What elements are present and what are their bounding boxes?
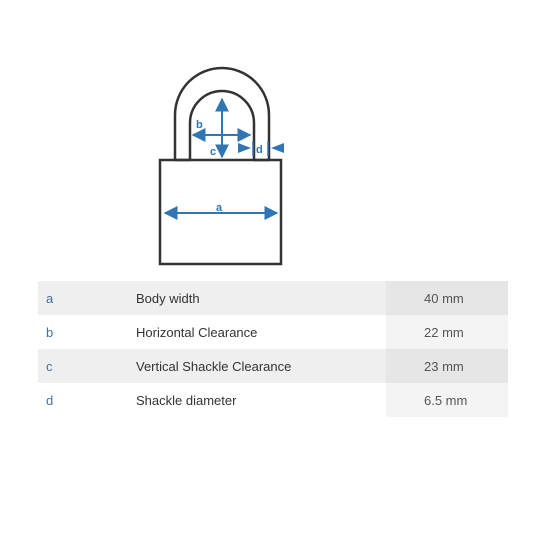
dimension-description: Vertical Shackle Clearance bbox=[136, 349, 386, 383]
dimension-key: d bbox=[38, 383, 136, 417]
dimension-c-label: c bbox=[210, 146, 217, 158]
dimension-description: Body width bbox=[136, 281, 386, 315]
dimension-d-arrow-left bbox=[238, 143, 251, 153]
dimension-d-label: d bbox=[256, 144, 263, 156]
table-row bbox=[38, 383, 508, 417]
table-row bbox=[38, 349, 508, 383]
dimension-description: Horizontal Clearance bbox=[136, 315, 386, 349]
dimension-value: 6.5 mm bbox=[386, 383, 508, 417]
dimension-b-label: b bbox=[196, 119, 203, 131]
dimension-d-arrow-right bbox=[271, 143, 284, 153]
dimension-value: 40 mm bbox=[386, 281, 508, 315]
dimension-key: a bbox=[38, 281, 136, 315]
dimension-table bbox=[38, 281, 508, 417]
dimension-key: b bbox=[38, 315, 136, 349]
dimension-description: Shackle diameter bbox=[136, 383, 386, 417]
dimension-key: c bbox=[38, 349, 136, 383]
table-row bbox=[38, 281, 508, 315]
dimension-a-label: a bbox=[216, 202, 223, 214]
dimension-value: 23 mm bbox=[386, 349, 508, 383]
dimension-value: 22 mm bbox=[386, 315, 508, 349]
table-row bbox=[38, 315, 508, 349]
